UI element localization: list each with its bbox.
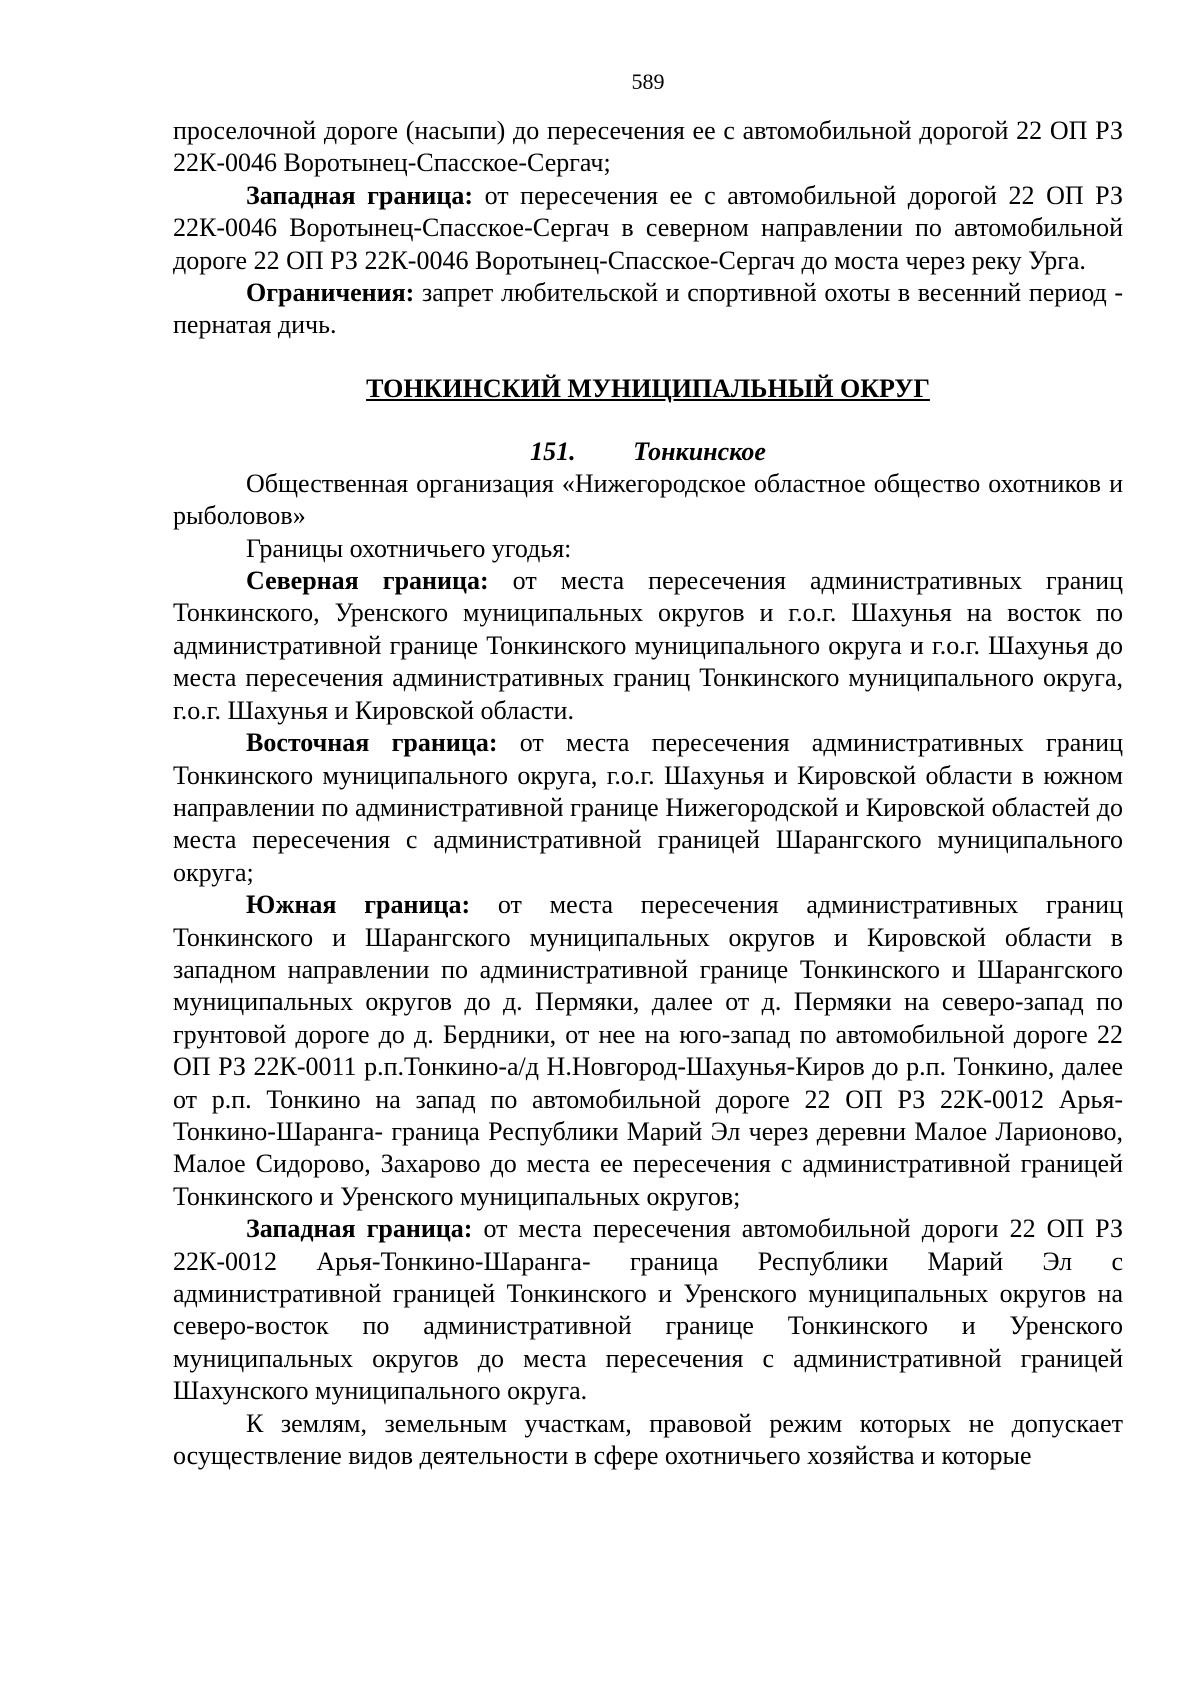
paragraph-text: Границы охотничьего угодья: [246,533,572,563]
section-heading: ТОНКИНСКИЙ МУНИЦИПАЛЬНЫЙ ОКРУГ [366,373,930,403]
paragraph-label: Южная граница: [246,890,471,920]
subsection-heading [173,436,1123,468]
paragraph-label: Ограничения: [246,278,415,308]
paragraph-west-boundary [173,180,1123,277]
paragraph-east-boundary [173,727,1123,889]
paragraph-west-boundary [173,1213,1123,1407]
paragraph-text: от места пересечения административных границ Тонкинского и Шарангского муниципальных округов и Кировской области в западном направлении по административной границе Тонкинского и Шарангского муниципальных округов до д. Пермяки, далее от д. Пермяки на северо-запад по грунтовой дороге до д. Бердники, от нее на юго-запад по автомобильной дороге 22 ОП РЗ 22К-0011 р.п.Тонкино-а/д Н.Новгород-Шахунья-Киров до р.п. Тонкино, далее от р.п. Тонкино на запад по автомобильной дороге 22 ОП РЗ 22К-0012 Арья-Тонкино-Шаранга- граница Республики Марий Эл через деревни Малое Ларионово, Малое Сидорово, Захарово до места ее пересечения с административной границей Тонкинского и Уренского муниципальных округов; [173,890,1123,1211]
subsection-title: Тонкинское [633,436,766,466]
paragraph-north-boundary [173,565,1123,727]
paragraph-south-boundary [173,889,1123,1213]
paragraph-text: от пересечения ее с автомобильной дорогой 22 ОП РЗ 22К-0046 Воротынец-Спасское-Сергач в северном направлении по автомобильной дороге 22 ОП РЗ 22К-0046 Воротынец-Спасское-Сергач до моста через реку Урга. [173,180,1123,275]
paragraph-restrictions [173,277,1123,342]
paragraph-text: запрет любительской и спортивной охоты в весенний период - пернатая дичь. [173,278,1123,340]
paragraph-boundaries-title [173,533,1123,565]
paragraph-text: Общественная организация «Нижегородское областное общество охотников и рыболовов» [173,468,1123,531]
paragraph-label: Западная граница: [246,180,473,210]
paragraph-text: от места пересечения административных границ Тонкинского муниципального округа, г.о.г. Шахунья и Кировской области в южном направлении по административной границе Нижегородской и Кировской областей до места пересечения с административной границей Шарангского муниципального округа; [173,728,1124,887]
page-number: 589 [631,69,665,94]
paragraph-continuation [173,115,1123,180]
paragraph-label: Западная граница: [246,1214,473,1244]
document-body [173,115,1123,1472]
paragraph-lands [173,1408,1123,1473]
subsection-number: 151. [530,436,576,466]
paragraph-label: Северная граница: [246,566,489,596]
paragraph-text: от места пересечения автомобильной дороги 22 ОП РЗ 22К-0012 Арья-Тонкино-Шаранга- граница Республики Марий Эл с административной границей Тонкинского и Уренского муниципальных округов на северо-восток по административной границе Тонкинского и Уренского муниципальных округов до места пересечения с административной границей Шахунского муниципального округа. [173,1214,1123,1406]
paragraph-label: Восточная граница: [246,728,498,758]
paragraph-text: от места пересечения административных границ Тонкинского, Уренского муниципальных округов и г.о.г. Шахунья на восток по административной границе Тонкинского муниципального округа и г.о.г. Шахунья до места пересечения административных границ Тонкинского муниципального округа, г.о.г. Шахунья и Кировской области. [173,566,1123,725]
paragraph-text: проселочной дороге (насыпи) до пересечения ее с автомобильной дорогой 22 ОП РЗ 22К-0046 Воротынец-Спасское-Сергач; [173,116,1123,178]
paragraph-text: К землям, земельным участкам, правовой режим которых не допускает осуществление видов деятельности в сфере охотничьего хозяйства и которые [173,1408,1123,1471]
paragraph-organization [173,468,1123,533]
